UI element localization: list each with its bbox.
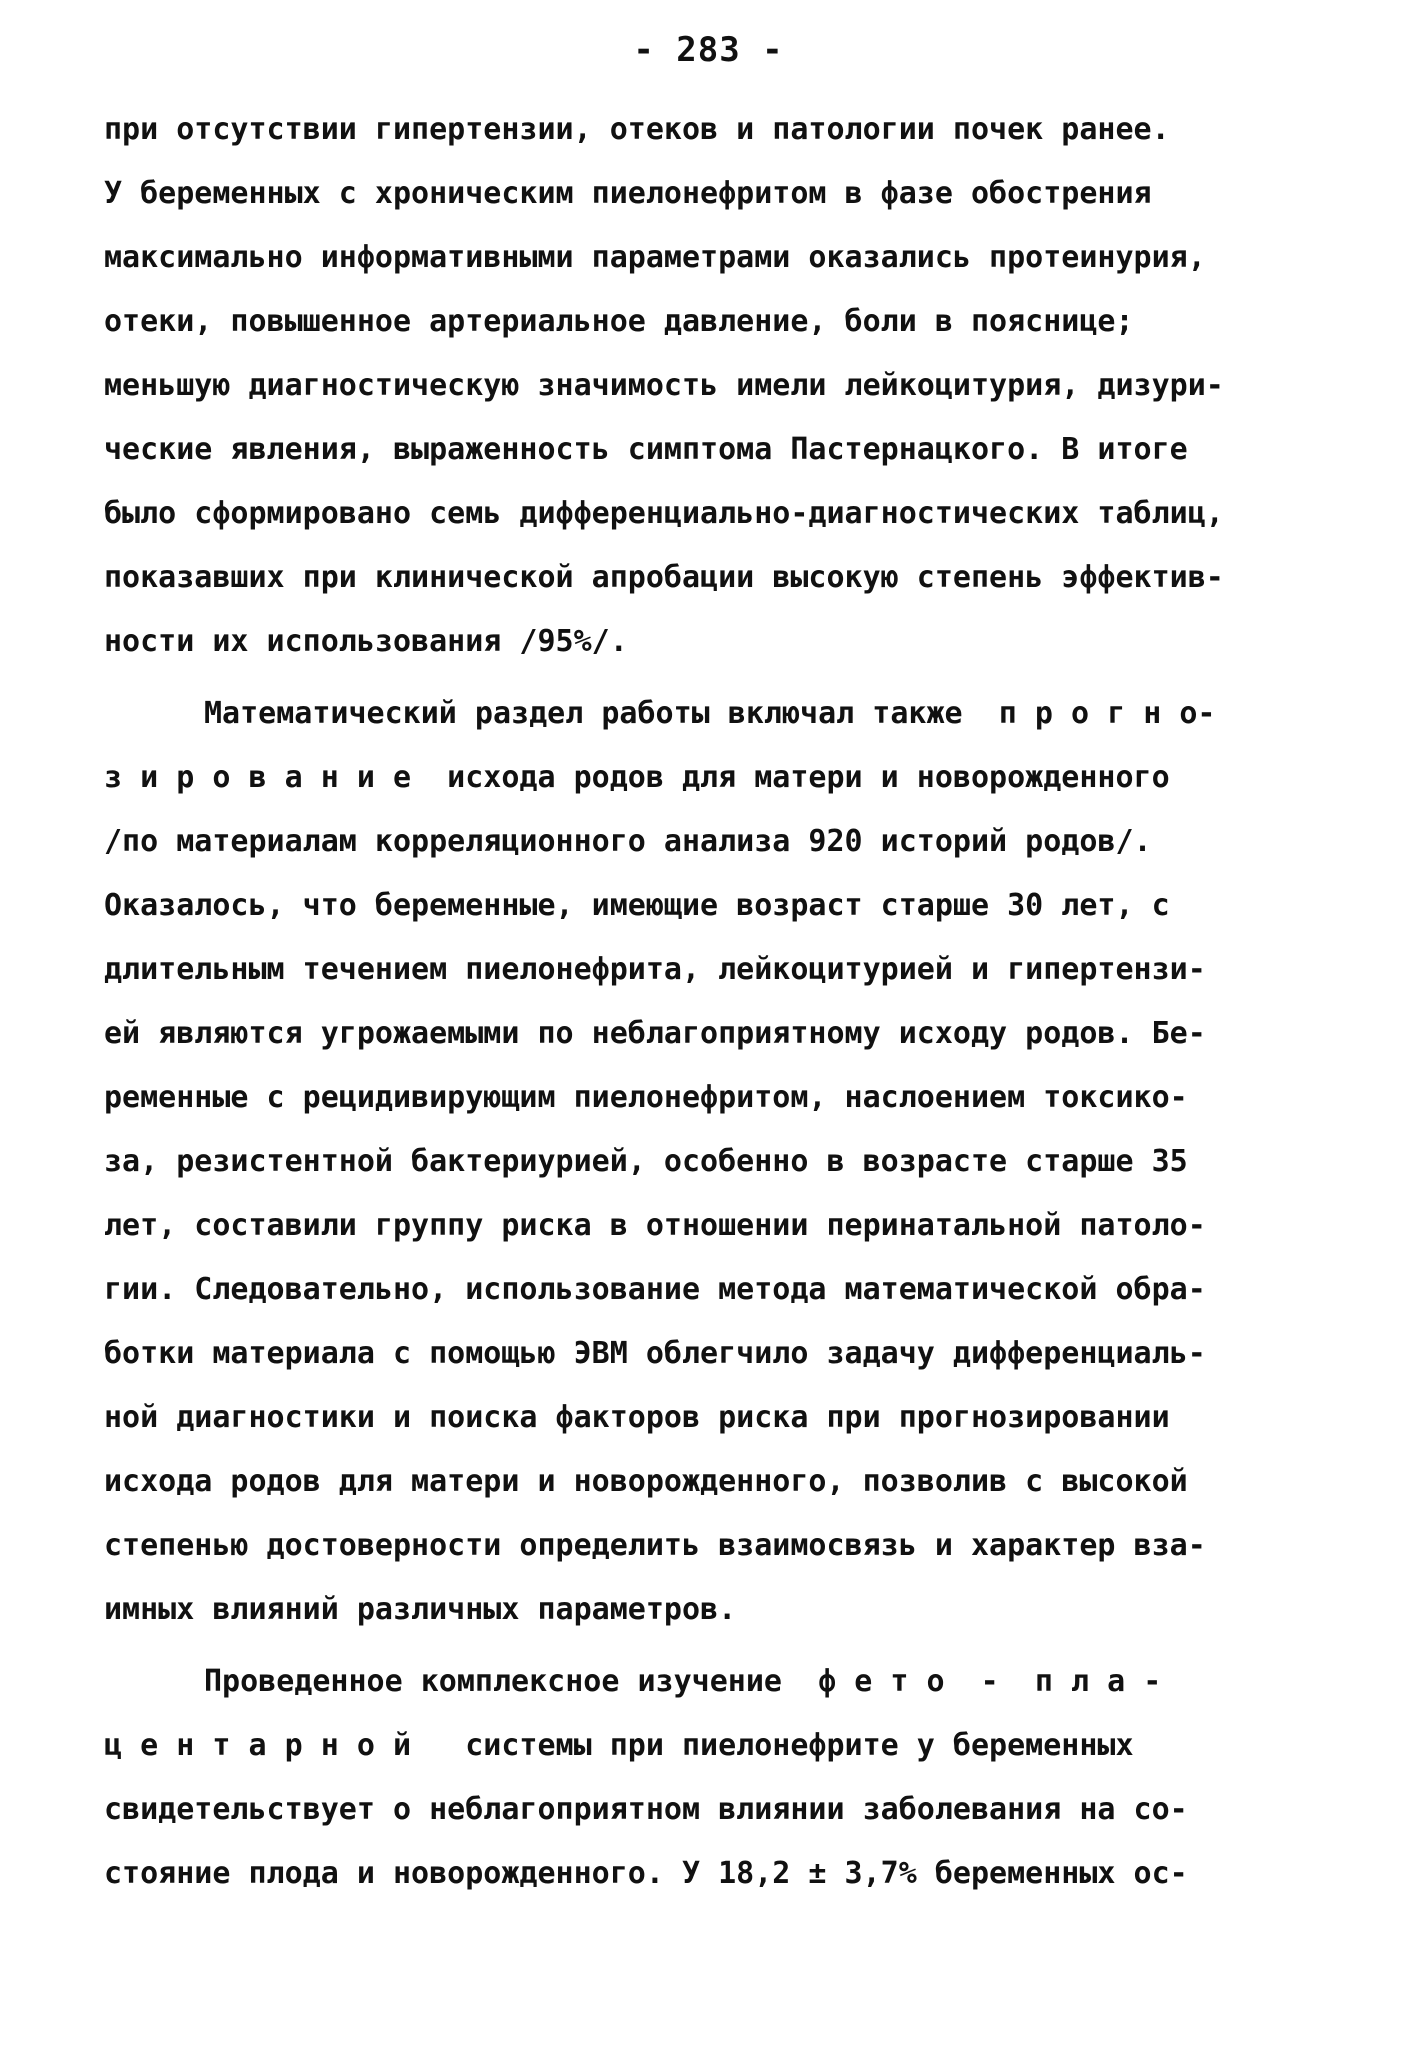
text-line: Оказалось, что беременные, имеющие возраст старше 30 лет, с [104,888,1170,923]
paragraph-2 [104,682,1344,1642]
text-line: ности их использования /95%/. [104,624,628,659]
text-line: ботки материала с помощью ЭВМ облегчило задачу дифференциаль- [104,1336,1206,1371]
paragraph-gap [104,1642,1344,1650]
text-line: ной диагностики и поиска факторов риска при прогнозировании [104,1400,1170,1435]
body-text [104,98,1344,1906]
text-line: лет, составили группу риска в отношении перинатальной патоло- [104,1208,1206,1243]
text-line: Проведенное комплексное изучение ф е т о - п л а - [204,1664,1162,1699]
text-line: стояние плода и новорожденного. У 18,2 ± 3,7% беременных ос- [104,1856,1188,1891]
text-line: имных влияний различных параметров. [104,1592,737,1627]
paragraph-1 [104,98,1344,674]
text-line: ц е н т а р н о й системы при пиелонефрите у беременных [104,1728,1134,1763]
text-line: длительным течением пиелонефрита, лейкоцитурией и гипертензи- [104,952,1206,987]
text-line: У беременных с хроническим пиелонефритом в фазе обострения [104,176,1152,211]
text-line: степенью достоверности определить взаимосвязь и характер вза- [104,1528,1206,1563]
text-line: максимально информативными параметрами оказались протеинурия, [104,240,1206,275]
text-line: за, резистентной бактериурией, особенно в возрасте старше 35 [104,1144,1188,1179]
text-line: ей являются угрожаемыми по неблагоприятному исходу родов. Бе- [104,1016,1206,1051]
text-line: Математический раздел работы включал также п р о г н о- [204,696,1216,731]
text-line: было сформировано семь дифференциально-диагностических таблиц, [104,496,1224,531]
text-line: при отсутствии гипертензии, отеков и патологии почек ранее. [104,112,1170,147]
text-line: показавших при клинической апробации высокую степень эффектив- [104,560,1224,595]
text-line: исхода родов для матери и новорожденного, позволив с высокой [104,1464,1188,1499]
text-line: з и р о в а н и е исхода родов для матери и новорожденного [104,760,1170,795]
paragraph-3 [104,1650,1344,1906]
text-line: ческие явления, выраженность симптома Пастернацкого. В итоге [104,432,1188,467]
paragraph-gap [104,674,1344,682]
text-line: /по материалам корреляционного анализа 920 историй родов/. [104,824,1152,859]
text-line: отеки, повышенное артериальное давление, боли в пояснице; [104,304,1134,339]
text-line: ременные с рецидивирующим пиелонефритом, наслоением токсико- [104,1080,1188,1115]
text-line: гии. Следовательно, использование метода математической обра- [104,1272,1206,1307]
page-number: - 283 - [633,30,784,70]
text-line: свидетельствует о неблагоприятном влиянии заболевания на со- [104,1792,1188,1827]
text-line: меньшую диагностическую значимость имели лейкоцитурия, дизури- [104,368,1224,403]
